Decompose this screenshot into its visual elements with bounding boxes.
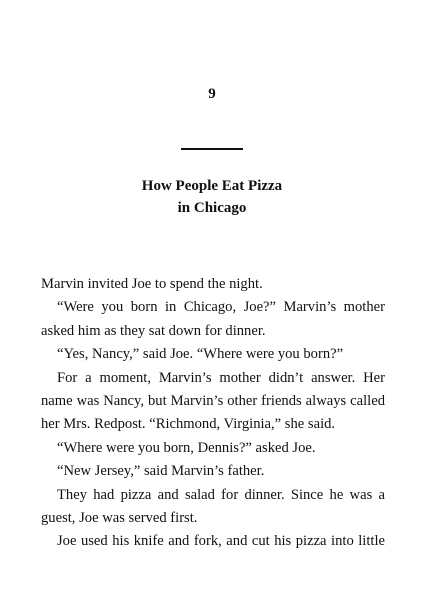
paragraph: They had pizza and salad for dinner. Since he was a guest, Joe was served first.: [41, 486, 385, 527]
chapter-title: [0, 175, 424, 219]
chapter-body: [41, 273, 385, 554]
paragraph: “Yes, Nancy,” said Joe. “Where were you born?”: [57, 346, 344, 363]
paragraph: “Were you born in Chicago, Joe?” Marvin’s mother asked him as they sat down for dinner.: [41, 299, 385, 339]
paragraph: “New Jersey,” said Marvin’s father.: [57, 463, 265, 480]
paragraph: For a moment, Marvin’s mother didn’t answer. Her name was Nancy, but Marvin’s other friends always called her Mrs. Redpost. “Richmond, Virginia,” she said.: [41, 369, 385, 433]
paragraph: Joe used his knife and fork, and cut his pizza into little: [57, 533, 385, 550]
paragraph: Marvin invited Joe to spend the night.: [41, 276, 263, 292]
chapter-title-line-1: How People Eat Pizza: [141, 178, 283, 194]
chapter-number: 9: [208, 86, 216, 102]
chapter-title-line-2: in Chicago: [177, 200, 247, 216]
chapter-divider: [181, 148, 243, 150]
paragraph: “Where were you born, Dennis?” asked Joe.: [57, 439, 316, 456]
